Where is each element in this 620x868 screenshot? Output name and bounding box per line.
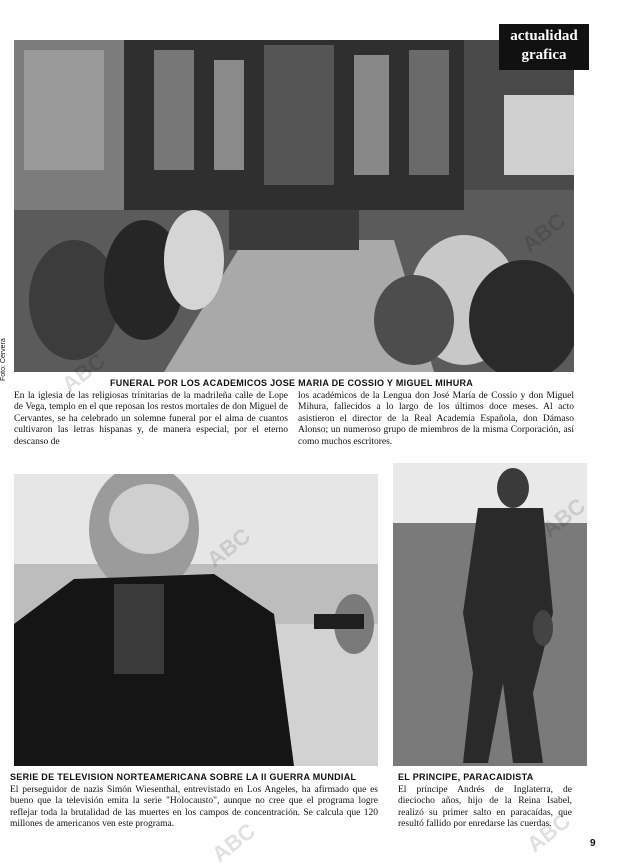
story2-body: El perseguidor de nazis Simón Wiesenthal, entrevistado en Los Angeles, ha afirmado que es bueno que la televisión emita la serie "Holocausto", aunque no cree que el programa logre reflejar toda la brutalidad de las muertes en los campos de concentración. Se calcula que 120 millones de americanos ven este programa. [10,785,378,830]
story1-column-2: los académicos de la Lengua don José María de Cossío y don Miguel Mihura, fallecidos a lo largo de los últimos doce meses. Al acto asistieron el director de la Real Academia Española, don Dámaso Alonso; un numeroso grupo de miembros de la misma Corporación, así como muchos escritores. [298,391,574,447]
story2-title: SERIE DE TELEVISION NORTEAMERICANA SOBRE LA II GUERRA MUNDIAL [10,772,357,782]
watermark: ABC [522,808,576,858]
watermark: ABC [207,818,261,868]
prince-photo [393,463,587,766]
section-badge-line1: actualidad [510,28,578,44]
story3-body: El príncipe Andrés de Inglaterra, de dieciocho años, hijo de la Reina Isabel, realizó su primer salto en paracaídas, que resultó fallido por enredarse las cuerdas. [398,785,572,830]
wiesenthal-photo [14,474,378,766]
story1-column-1: En la iglesia de las religiosas trinitarias de la madrileña calle de Lope de Vega, templo en el que reposan los restos mortales de don Miguel de Cervantes, se ha celebrado un solemne funeral por el alma de cuantos cultivaron las letras hispanas y, de manera especial, por el eterno descanso de [14,391,288,447]
funeral-photo-image [14,40,574,372]
page-number: 9 [590,838,596,849]
photo-credit: Foto: Cervera [0,338,7,382]
funeral-photo [14,40,574,372]
section-badge-line2: grafica [521,47,567,63]
prince-photo-image [393,463,587,766]
section-badge [499,24,589,70]
wiesenthal-photo-image [14,474,378,766]
watermark: ABC [57,348,111,398]
story1-title: FUNERAL POR LOS ACADEMICOS JOSE MARIA DE COSSIO Y MIGUEL MIHURA [110,378,474,388]
story3-title: EL PRINCIPE, PARACAIDISTA [398,772,534,782]
